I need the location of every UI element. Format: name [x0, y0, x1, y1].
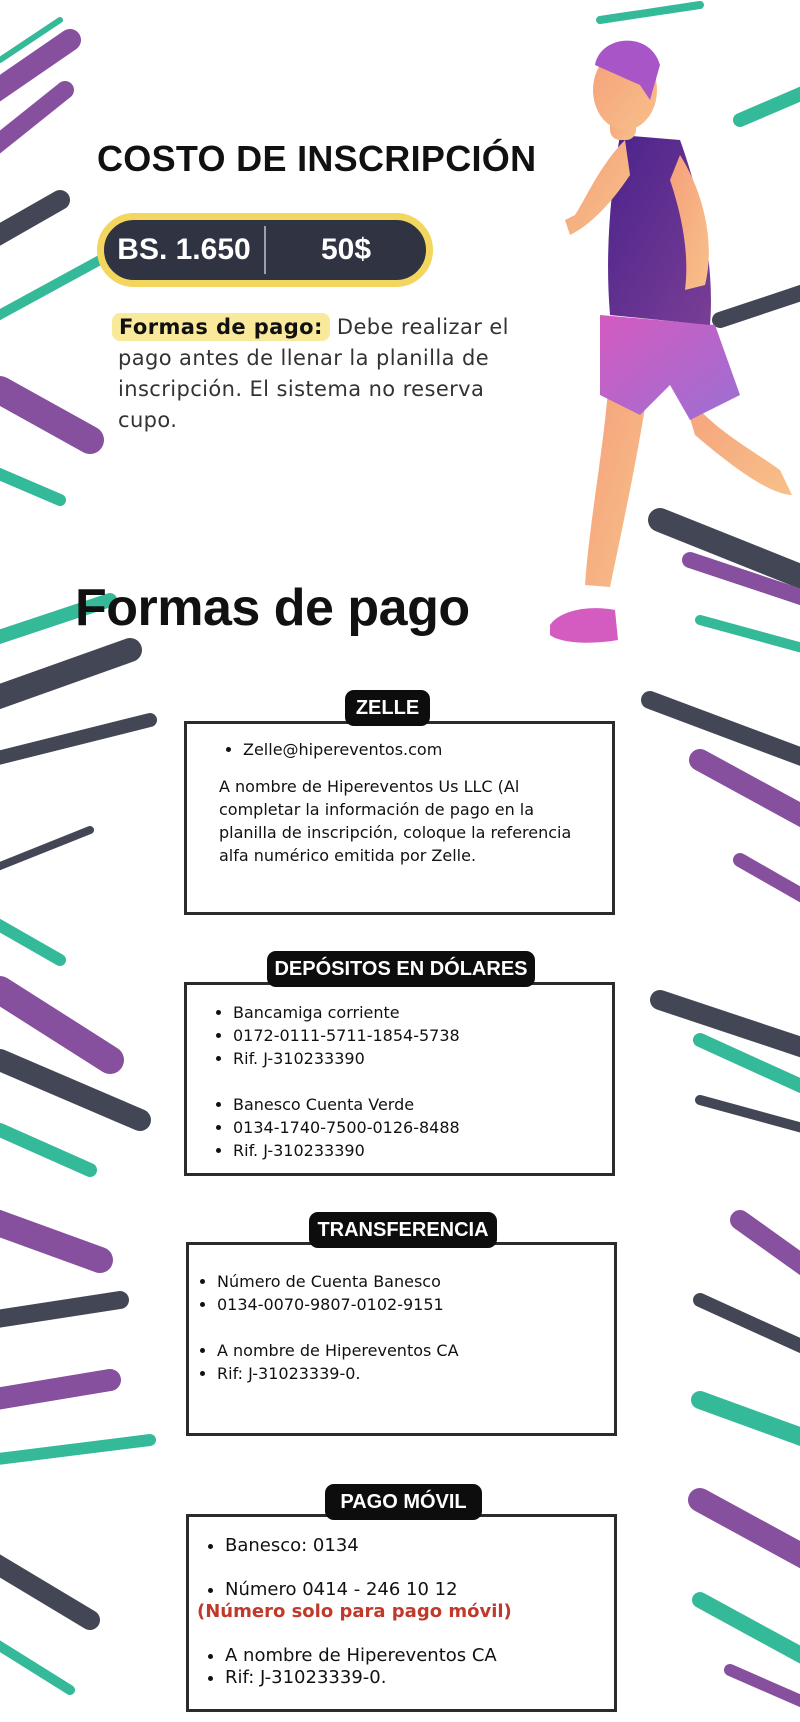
list-item: • Número de Cuenta Banesco [217, 1270, 594, 1293]
payment-note [118, 312, 538, 436]
zelle-list [219, 738, 592, 761]
runner-illustration [530, 25, 800, 655]
deposits-list-2 [213, 1093, 592, 1162]
zelle-tag: ZELLE [345, 690, 430, 726]
mobile-payment-list-2 [197, 1579, 594, 1601]
payment-note-text: Debe realizar el pago antes de llenar la planilla de inscripción. El sistema no reserva cupo. [118, 315, 509, 432]
transfer-list-2 [197, 1339, 594, 1385]
transfer-card [186, 1242, 617, 1436]
transfer-list-1 [197, 1270, 594, 1316]
mobile-payment-card [186, 1514, 617, 1712]
list-item: • Rif: J-31023339-0. [225, 1667, 594, 1689]
payment-note-label: Formas de pago: [112, 313, 330, 341]
list-item: • Banesco: 0134 [225, 1535, 594, 1557]
list-item: • Bancamiga corriente [233, 1001, 592, 1024]
list-item: • Rif: J-31023339-0. [217, 1362, 594, 1385]
mobile-payment-note: (Número solo para pago móvil) [197, 1601, 512, 1622]
list-item: • 0134-1740-7500-0126-8488 [233, 1116, 592, 1139]
price-badge [97, 213, 433, 287]
mobile-payment-list-3 [197, 1645, 594, 1689]
list-item: • Rif. J-310233390 [233, 1139, 592, 1162]
price-bolivares: BS. 1.650 [117, 233, 251, 266]
zelle-card [184, 721, 615, 915]
deposits-card [184, 982, 615, 1176]
list-item: • Rif. J-310233390 [233, 1047, 592, 1070]
section-title: Formas de pago [75, 579, 470, 637]
mobile-payment-list-1 [197, 1535, 594, 1557]
list-item: • 0172-0111-5711-1854-5738 [233, 1024, 592, 1047]
transfer-tag: TRANSFERENCIA [309, 1212, 497, 1248]
mobile-payment-tag: PAGO MÓVIL [325, 1484, 482, 1520]
deposits-list-1 [213, 1001, 592, 1070]
price-dollars: 50$ [320, 233, 372, 266]
list-item: • A nombre de Hipereventos CA [225, 1645, 594, 1667]
zelle-email: • Zelle@hipereventos.com [243, 738, 592, 761]
list-item: • 0134-0070-9807-0102-9151 [217, 1293, 594, 1316]
list-item: • Número 0414 - 246 10 12 [225, 1579, 594, 1601]
deposits-tag: DEPÓSITOS EN DÓLARES [267, 951, 535, 987]
zelle-description: A nombre de Hipereventos Us LLC (Al completar la información de pago en la planilla de inscripción, coloque la referencia alfa numérico emitida por Zelle. [219, 777, 572, 865]
list-item: • Banesco Cuenta Verde [233, 1093, 592, 1116]
list-item: • A nombre de Hipereventos CA [217, 1339, 594, 1362]
page-title: COSTO DE INSCRIPCIÓN [97, 138, 537, 179]
